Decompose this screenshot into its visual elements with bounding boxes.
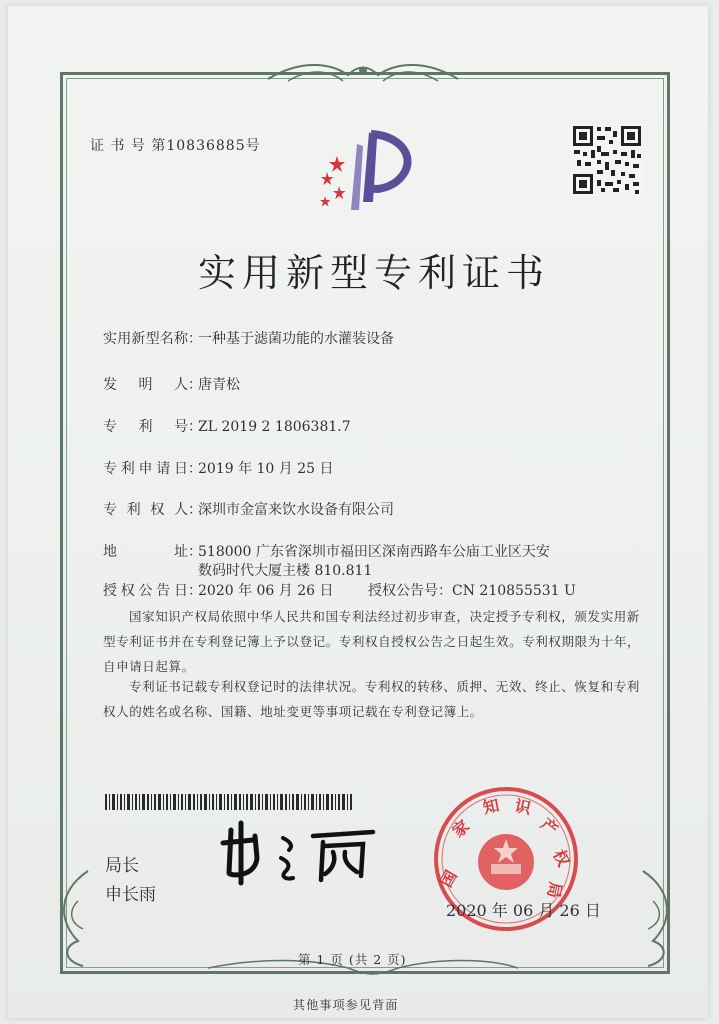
field-value: 2020 年 06 月 26 日 xyxy=(198,583,334,599)
field-label: 授权公告日 xyxy=(103,583,188,599)
svg-text:国: 国 xyxy=(436,867,461,891)
bottom-left-ornament xyxy=(48,861,108,971)
svg-text:家: 家 xyxy=(448,816,473,842)
back-note: 其他事项参见背面 xyxy=(293,998,399,1012)
field-value: 唐青松 xyxy=(198,377,240,393)
field-inventor: 发明人：唐青松 xyxy=(103,374,240,394)
field-grant-number: 授权公告号：CN 210855531 U xyxy=(368,583,576,599)
certificate-number: 证 书 号 第10836885号 xyxy=(90,138,261,154)
document-title: 实用新型专利证书 xyxy=(198,251,551,295)
director-name: 申长雨 xyxy=(105,885,156,905)
svg-text:局: 局 xyxy=(543,880,566,900)
top-ornament xyxy=(258,61,468,89)
body-paragraph-1: 国家知识产权局依照中华人民共和国专利法经过初步审查，决定授予专利权，颁发实用新型专利证书并在专利登记簿上予以登记。专利权自授权公告之日起生效。专利权期限为十年，自申请日起算。 xyxy=(103,609,641,674)
field-label: 发明人 xyxy=(103,377,188,393)
body-paragraph-2: 专利证书记载专利权登记时的法律状况。专利权的转移、质押、无效、终止、恢复和专利权人的姓名或名称、国籍、地址变更等事项记载在专利登记簿上。 xyxy=(103,679,640,719)
field-label: 地址 xyxy=(103,544,188,560)
field-label: 专利申请日 xyxy=(103,461,188,477)
field-utility-name: 实用新型名称：一种基于滤菌功能的水灌装设备 xyxy=(103,328,394,348)
director-signature xyxy=(213,818,383,888)
field-label: 实用新型名称 xyxy=(103,331,188,347)
field-value: ZL 2019 2 1806381.7 xyxy=(198,419,351,435)
seal-date: 2020 年 06 月 26 日 xyxy=(446,901,601,920)
field-grant-date: 授权公告日：2020 年 06 月 26 日 xyxy=(103,580,334,600)
svg-text:知: 知 xyxy=(481,795,501,818)
bottom-right-ornament xyxy=(623,861,683,971)
certificate-page xyxy=(8,6,708,1018)
field-label: 专利号 xyxy=(103,419,188,435)
qr-code-icon xyxy=(571,124,643,196)
svg-text:权: 权 xyxy=(549,846,574,870)
field-address-line2: 数码时代大厦主楼 810.811 xyxy=(198,563,373,579)
svg-text:产: 产 xyxy=(537,814,562,840)
page-number: 第 1 页 (共 2 页) xyxy=(298,952,407,967)
director-title: 局长 xyxy=(105,856,139,876)
field-value: 深圳市金富来饮水设备有限公司 xyxy=(198,502,394,518)
field-label: 授权公告号 xyxy=(368,583,438,599)
svg-text:识: 识 xyxy=(513,795,533,818)
field-label: 专利权人 xyxy=(103,502,188,518)
field-value: CN 210855531 U xyxy=(452,583,576,599)
field-value: 一种基于滤菌功能的水灌装设备 xyxy=(198,331,394,347)
field-value: 518000 广东省深圳市福田区深南西路车公庙工业区天安 xyxy=(198,544,550,560)
field-application-date: 专利申请日：2019 年 10 月 25 日 xyxy=(103,458,334,478)
barcode-icon xyxy=(105,794,355,810)
cnipa-logo-icon xyxy=(311,124,421,214)
field-address: 地址：518000 广东省深圳市福田区深南西路车公庙工业区天安 xyxy=(103,541,550,561)
field-value: 2019 年 10 月 25 日 xyxy=(198,461,334,477)
field-patentee: 专利权人：深圳市金富来饮水设备有限公司 xyxy=(103,499,394,519)
field-patent-number: 专利号：ZL 2019 2 1806381.7 xyxy=(103,416,351,436)
